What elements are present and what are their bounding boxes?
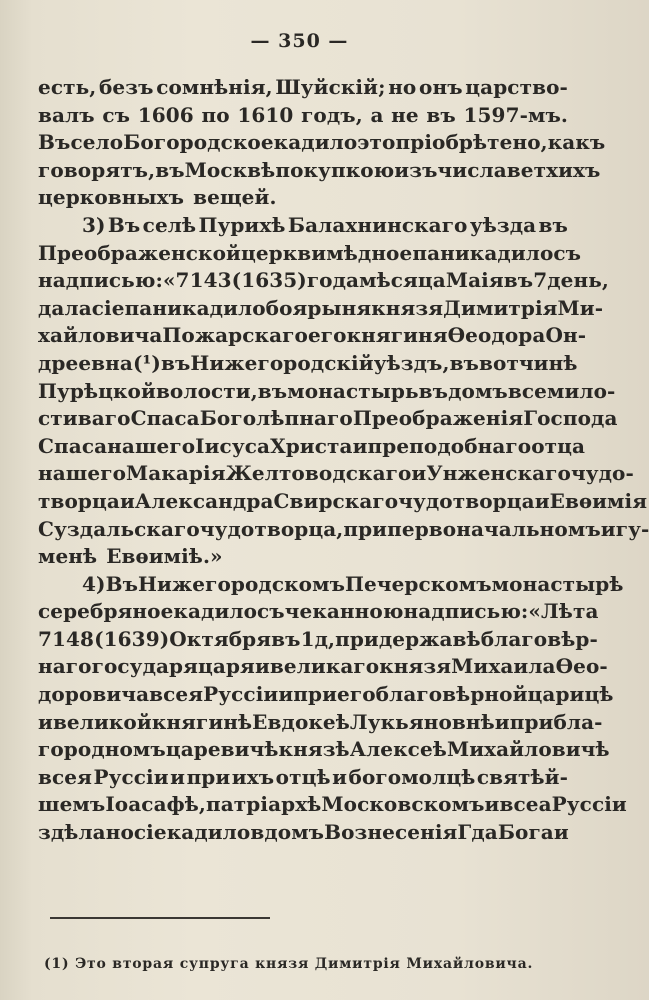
word: вещей. [193,185,277,210]
word: и [278,682,294,707]
word: при [509,709,554,734]
word: при [335,626,379,651]
word: при [293,682,338,707]
word: не [391,102,419,127]
word: это [357,130,396,155]
text-line [38,102,568,130]
text-line [38,378,616,406]
word: благовѣрной [375,682,528,707]
text-line [38,157,601,185]
word: покупкою [275,157,395,182]
word: Михаила [451,654,556,679]
word: 1д, [300,626,336,651]
word: съ [553,240,582,265]
text-line [38,709,603,737]
word: Боголѣпнаго [199,406,353,431]
word: вотчинѣ [479,350,578,375]
word: царя [198,654,255,679]
word: ветхихъ [506,157,601,182]
word: здѣлано [38,820,134,845]
word: Желтоводскаго [225,461,412,486]
footnote: (1) Это вторая супруга князя Димитрія Михайловича. [44,956,534,972]
text-line [38,405,618,433]
word: дала [38,295,92,320]
word: по [201,102,230,127]
word: Бога [497,820,554,845]
word: паникадило [124,295,266,320]
word: съ [257,599,285,624]
text-line [38,653,608,681]
word: Печерскомъ [345,571,492,596]
text-line [38,571,624,599]
word: шемъ [38,792,106,817]
word: богомолцѣ [348,764,476,789]
word: въ [271,626,301,651]
word: отцѣ [275,764,331,789]
text-line [38,626,598,654]
word: въ [503,268,534,293]
word: пріобрѣтено, [395,130,548,155]
word: Шуйскій; [275,75,386,99]
word: уѣзда [469,212,537,237]
word: и [332,764,348,789]
word: чеканною [284,599,404,624]
word: нашего [38,461,127,486]
word: (¹) [132,350,161,375]
word: Въ [105,571,139,596]
word: и [352,433,368,458]
word: и [484,792,500,817]
word: валъ [38,102,95,127]
word: святѣй- [476,764,568,789]
word: 3) [82,212,106,237]
word: дреевна [38,350,133,375]
word: и [119,488,135,513]
word: первоначальномъ [387,516,601,541]
word: числа [437,157,507,182]
text-line [38,433,586,461]
word: Алексеѣ [349,737,447,762]
word: Ми- [557,295,604,320]
word: Москвѣ [184,157,276,182]
word: преподобнаго [367,433,532,458]
word: но [388,75,417,99]
text-line [38,819,568,847]
word: волости, [155,378,258,403]
word: и [411,461,427,486]
word: Нижегородскій [190,350,374,375]
word: (1635) [231,268,307,293]
word: всемило- [507,378,616,403]
word: вдомъ [250,820,325,845]
word: Московскомъ [321,792,485,817]
footnote-separator [50,917,270,919]
word: его [307,323,347,348]
word: село [70,130,124,155]
word: Пурѣцкой [38,378,156,403]
word: при [186,764,231,789]
word: царицѣ [527,682,614,707]
text-line [38,295,604,323]
word: боярыня [265,295,372,320]
word: надписью: [403,599,529,624]
word: церковныхъ [38,185,185,210]
text-line [38,488,648,516]
word: онъ [419,75,463,99]
word: изъ [394,157,438,182]
word: кадило [166,820,251,845]
word: церкви [240,240,327,265]
word: Александра [134,488,274,513]
word: 7 [533,268,548,293]
word: Іисуса [195,433,271,458]
word: селѣ [142,212,197,237]
word: «7143 [162,268,232,293]
text-line [38,322,587,350]
word: и [534,488,550,513]
word: Преображенской [38,240,241,265]
text-line [38,598,599,626]
word: Нижегородскомъ [138,571,346,596]
word: доровича [38,682,150,707]
word: Суздальскаго [38,516,200,541]
word: въ [418,378,449,403]
word: царевичѣ [165,737,279,762]
word: Лукьяновнѣ [349,709,495,734]
word: Макарія [126,461,226,486]
word: благовѣр- [480,626,598,651]
word: царство- [465,75,568,99]
word: державѣ [378,626,481,651]
word: Гда [457,820,498,845]
word: князя [371,295,444,320]
word: Богородское [123,130,274,155]
word: Христа [270,433,353,458]
word: сомнѣнія, [156,75,273,99]
word: при [343,516,388,541]
word: бла- [553,709,603,734]
word: день, [547,268,609,293]
word: Спаса [130,406,200,431]
word: надписью: [38,268,163,293]
word: года [306,268,360,293]
word: Он- [545,323,587,348]
word: Іоасафѣ, [105,792,206,817]
word: домъ [448,378,508,403]
word: Пурихѣ [198,212,286,237]
text-line [38,681,614,709]
main-text [38,74,649,847]
word: Преображенія [352,406,524,431]
word: Унженскаго [426,461,571,486]
word: патріархѣ [206,792,322,817]
word: Руссіи [203,682,279,707]
text-line [38,791,627,819]
word: наго [38,654,92,679]
word: Въ [38,130,71,155]
word: въ [426,102,456,127]
word: князѣ [278,737,350,762]
text-line [38,460,634,488]
word: 1606 [137,102,194,127]
word: уѣздъ, [373,350,450,375]
word: Евѳимія [549,488,648,513]
word: и [170,764,186,789]
text-line [38,212,568,240]
word: серебряное [38,599,174,624]
word: съ [102,102,131,127]
word: Ѳео- [555,654,608,679]
text-line [38,764,568,792]
word: Балахнинскаго [287,212,468,237]
word: Спаса [38,433,108,458]
word: чудо- [570,461,634,486]
word: 7148 [38,626,95,651]
word: есть, [38,75,97,99]
text-line [38,543,568,571]
word: 4) [82,571,106,596]
word: Михайловичѣ [446,737,610,762]
word: Руссіи [93,764,169,789]
text-line [38,240,582,268]
word: Октября [169,626,272,651]
word: чудотворца [398,488,535,513]
word: въ [160,350,191,375]
word: и [553,820,569,845]
word: менѣ [38,544,98,569]
word: (1639) [94,626,170,651]
word: кадило [173,599,258,624]
word: въ [155,157,185,182]
word: 1597-мъ. [463,102,568,127]
word: Евдокеѣ [252,709,350,734]
word: и [254,654,270,679]
word: игу- [600,516,649,541]
word: говорятъ, [38,157,156,182]
word: сіе [91,295,125,320]
word: кадило [273,130,358,155]
word: и [494,709,510,734]
text-line [38,516,649,544]
word: Пожарскаго [162,323,308,348]
word: всея [38,764,92,789]
word: всея [149,682,204,707]
word: и [38,709,53,734]
word: великаго [269,654,380,679]
word: въ [257,378,288,403]
word: въ [538,212,568,237]
text-line [38,74,568,102]
word: государя [91,654,199,679]
word: Ѳеодора [447,323,546,348]
word: въ [449,350,480,375]
word: Въ [107,212,141,237]
word: стиваго [38,406,131,431]
word: Вознесенія [324,820,458,845]
word: какъ [547,130,606,155]
word: мѣсяца [359,268,446,293]
word: хайловича [38,323,163,348]
word: нашего [107,433,196,458]
word: Руссіи [551,792,627,817]
word: а [370,102,384,127]
word: княгинѣ [151,709,253,734]
word: Димитрія [443,295,558,320]
word: безъ [98,75,154,99]
word: 1610 [237,102,294,127]
text-line [38,129,606,157]
word: Маія [445,268,504,293]
word: ихъ [231,764,275,789]
word: князя [379,654,452,679]
word: его [337,682,376,707]
word: Господа [523,406,618,431]
word: «Лѣта [528,599,599,624]
word: Евѳиміѣ.» [106,544,223,569]
word: всеа [499,792,552,817]
word: мѣдное [326,240,413,265]
word: княгиня [346,323,448,348]
word: чудотворца, [199,516,344,541]
word: Свирскаго [273,488,399,513]
text-line [38,736,610,764]
word: городномъ [38,737,166,762]
word: монастырѣ [491,571,624,596]
word: сіе [133,820,167,845]
text-line [38,184,568,212]
text-line [38,350,578,378]
word: монастырь [287,378,419,403]
word: творца [38,488,120,513]
word: великой [52,709,152,734]
text-line [38,267,609,295]
word: паникадило [412,240,554,265]
page-number: — 350 — [250,30,349,52]
word: отца [531,433,586,458]
word: годъ, [301,102,363,127]
